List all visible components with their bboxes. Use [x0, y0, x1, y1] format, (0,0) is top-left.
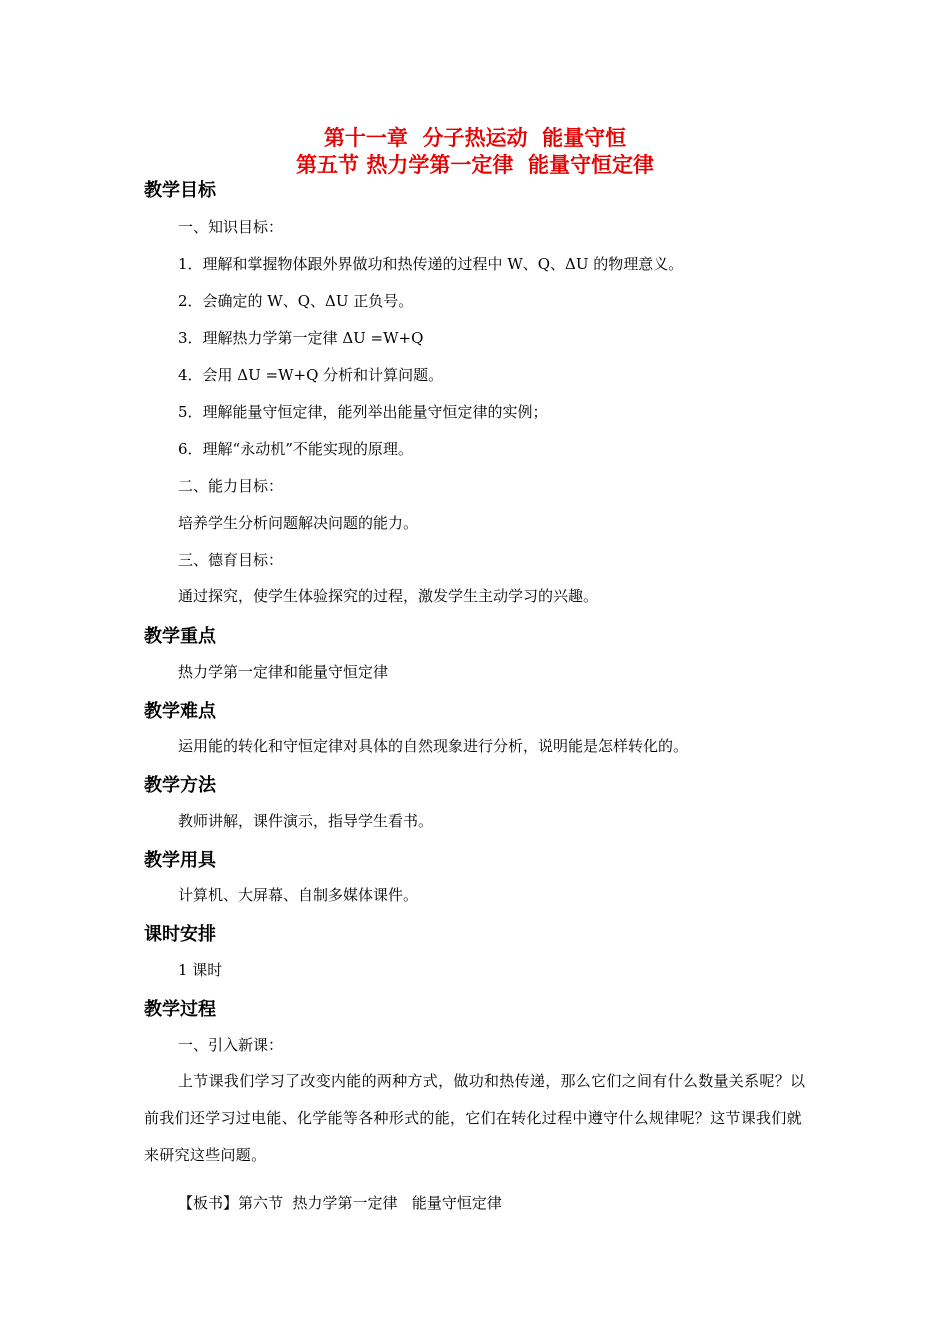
difficulties-text: 运用能的转化和守恒定律对具体的自然现象进行分析，说明能是怎样转化的。 [178, 737, 689, 755]
board-note: 【板书】第六节 热力学第一定律 能量守恒定律 [178, 1194, 502, 1212]
moral-text: 通过探究，使学生体验探究的过程，激发学生主动学习的兴趣。 [178, 587, 599, 605]
knowledge-item: 4．会用 ΔU =W+Q 分析和计算问题。 [178, 366, 444, 384]
ability-text: 培养学生分析问题解决问题的能力。 [178, 514, 419, 532]
intro-label: 一、引入新课： [178, 1036, 284, 1054]
knowledge-item: 5．理解能量守恒定律，能列举出能量守恒定律的实例； [178, 403, 548, 421]
knowledge-item: 2．会确定的 W、Q、ΔU 正负号。 [178, 292, 414, 310]
schedule-heading: 课时安排 [144, 924, 216, 945]
difficulties-heading: 教学难点 [144, 701, 216, 722]
moral-label: 三、德育目标： [178, 551, 284, 569]
key-points-heading: 教学重点 [144, 626, 216, 647]
objectives-heading: 教学目标 [144, 180, 216, 201]
method-text: 教师讲解，课件演示，指导学生看书。 [178, 812, 434, 830]
knowledge-label: 一、知识目标： [178, 218, 284, 236]
knowledge-item: 6．理解“永动机”不能实现的原理。 [178, 440, 413, 458]
knowledge-item: 3．理解热力学第一定律 ΔU =W+Q [178, 329, 424, 347]
tools-heading: 教学用具 [144, 850, 216, 871]
knowledge-item: 1．理解和掌握物体跟外界做功和热传递的过程中 W、Q、ΔU 的物理意义。 [178, 255, 684, 273]
process-heading: 教学过程 [144, 999, 216, 1020]
ability-label: 二、能力目标： [178, 477, 284, 495]
chapter-title: 第十一章 分子热运动 能量守恒 [323, 126, 627, 150]
section-title: 第五节 热力学第一定律 能量守恒定律 [296, 153, 654, 177]
tools-text: 计算机、大屏幕、自制多媒体课件。 [178, 886, 419, 904]
intro-paragraph: 上节课我们学习了改变内能的两种方式，做功和热传递，那么它们之间有什么数量关系呢？以前我们还学习过电能、化学能等各种形式的能，它们在转化过程中遵守什么规律呢？这节课我们就来研究这些问题。 [144, 1072, 806, 1164]
key-points-text: 热力学第一定律和能量守恒定律 [178, 663, 389, 681]
schedule-text: 1 课时 [178, 961, 223, 979]
method-heading: 教学方法 [144, 775, 216, 796]
